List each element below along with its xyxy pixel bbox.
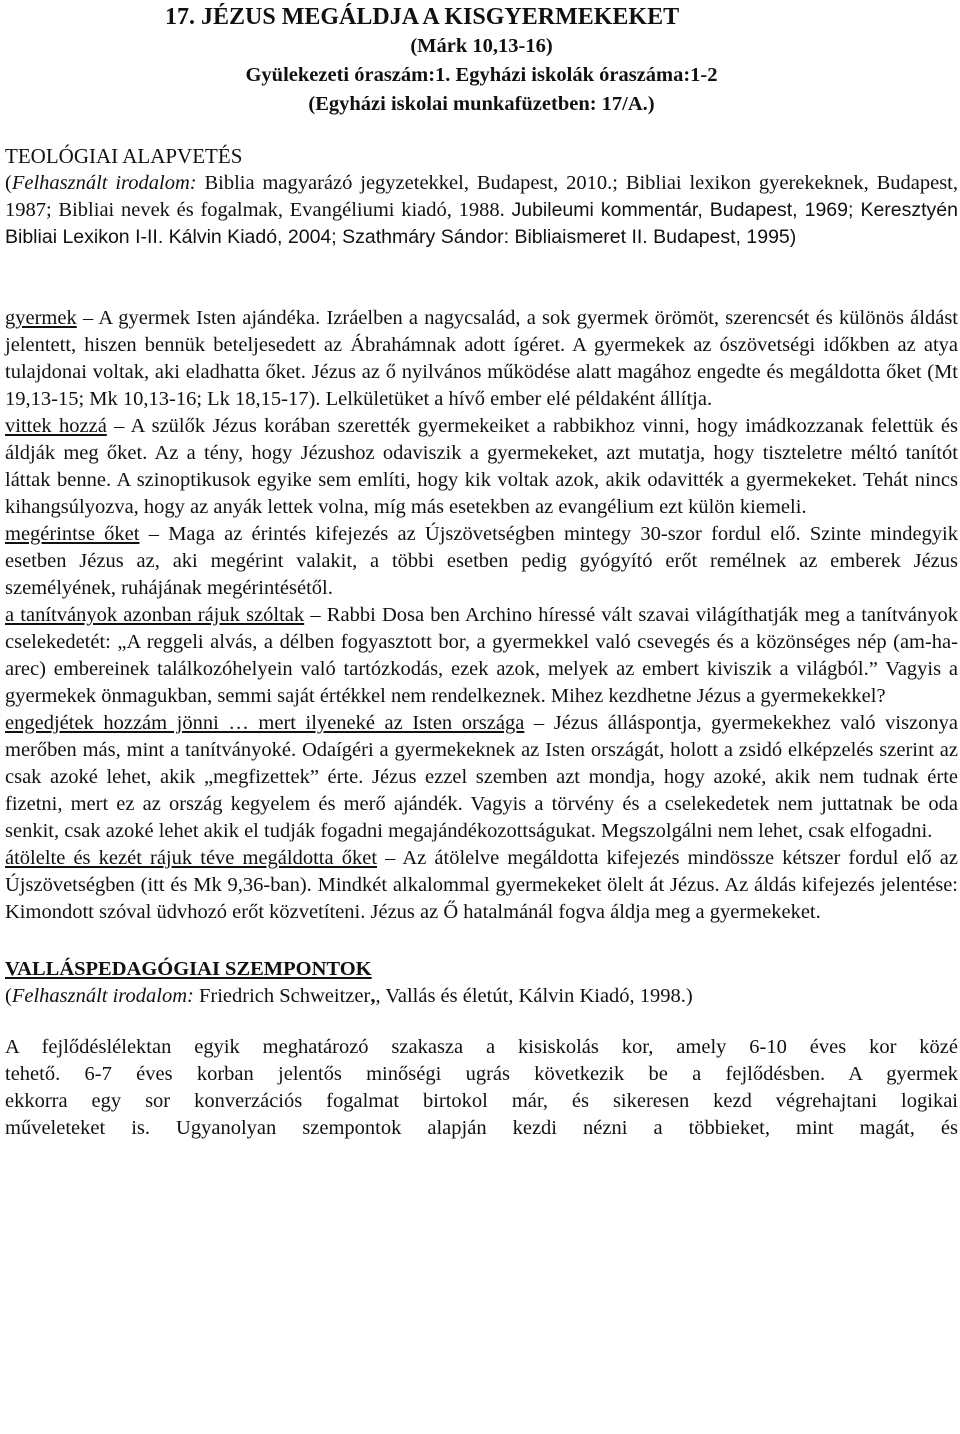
glossary-entries — [5, 305, 958, 926]
lesson-title: 17. JÉZUS MEGÁLDJA A KISGYERMEKEKET — [165, 4, 680, 30]
glossary-entry — [5, 710, 958, 845]
glossary-text: – A gyermek Isten ajándéka. Izráelben a nagycsalád, a sok gyermek örömöt, szerencsét és különös áldást jelentett, hiszen bennük beteljesedett az Ábrahámnak adott ígéret. A gyermekek az ószövetségi időkben az atya tulajdonai voltak, aki eladhatta őket. Jézus az ő nyilvános működése alatt magához engedte és megáldotta őket (Mt 19,13-15; Mk 10,13-16; Lk 18,15-17). Lelkületüket a hívő ember elé példaként állítja. — [5, 307, 958, 410]
glossary-text: – Rabbi Dosa ben Archino híressé vált szavai világíthatják meg a tanítványok cselekedetét: „A reggeli alvás, a délben fogyasztott bor, a gyermekkel való csevegés és a közönséges nép (am-ha-arec) embereinek találkozóhelyein való tartózkodás, ezek azok, melyek az embert kiviszik a világból.” Vagyis a gyermekek önmagukban, semmi saját értékkel nem rendelkeznek. Mihez kezdhetne Jézus a gyermekekkel? — [5, 604, 959, 707]
workbook-reference: (Egyházi iskolai munkafüzetben: 17/A.) — [308, 93, 655, 115]
lesson-hours: Gyülekezeti óraszám:1. Egyházi iskolák óraszáma:1-2 — [245, 64, 718, 86]
glossary-entry — [5, 413, 958, 521]
glossary-text: – A szülők Jézus korában szerették gyermekeiket a rabbikhoz vinni, hogy imádkozzanak felettük és áldják meg őket. Az a tény, hogy Jézushoz odaviszik a gyermekeket, azt mutatja, hogy tiszteletre méltó tanítót láttak benne. A szinoptikusok egyike sem említi, hogy kik voltak azok, akik odavitték a gyermekeket. Tehát nincs kihangsúlyozva, hogy az anyák lettek volna, míg más esetekben az evangélium ezt külön kiemeli. — [5, 415, 958, 518]
glossary-entry — [5, 305, 958, 413]
glossary-entry — [5, 845, 958, 926]
literature-sans-part: Jubileumi kommentár, Budapest, 1969; Keresztyén Bibliai Lexikon I-II. Kálvin Kiadó, 2004; Szathmáry Sándor: Bibliaismeret II. Budapest, 1995) — [5, 199, 958, 248]
document-page — [5, 0, 958, 1142]
pedagogy-heading: VALLÁSPEDAGÓGIAI SZEMPONTOK — [5, 958, 372, 980]
glossary-term: átölelte és kezét rájuk téve megáldotta őket — [5, 847, 378, 869]
religious-pedagogy-section — [5, 956, 958, 1142]
literature-label: Felhasznált irodalom: — [11, 172, 197, 194]
glossary-text: – Az átölelve megáldotta kifejezés mindössze kétszer fordul elő az Újszövetségben (itt és Mk 9,36-ban). Mindkét alkalommal gyermekeket ölelt át Jézus. Az áldás kifejezés jelentése: Kimondott szóval üdvhozó erőt közvetíteni. Jézus az Ő hatalmánál fogva áldja meg a gyermekeket. — [5, 847, 958, 923]
glossary-term: megérintse őket — [5, 523, 140, 545]
glossary-text: – Jézus álláspontja, gyermekekhez való viszonya merőben más, mint a tanítványoké. Odaígéri a gyermekeknek az Isten országát, holott a zsidó elképzelés szerint az csak azoké lehet, akik „megfizettek” érte. Jézus ezzel szemben azt mondja, hogy azoké, akik nem tudnak érte fizetni, mert ez az ország kegyelem és merő ajándék. Vagyis a törvény és a cselekedetek nem juttatnak be oda senkit, csak azoké lehet akik el tudják fogadni megajándékozottságukat. Megszolgálni nem lehet, csak elfogadni. — [5, 712, 958, 842]
literature-author: Friedrich Schweitzer — [193, 985, 371, 1007]
glossary-term: a tanítványok azonban rájuk szóltak — [5, 604, 305, 626]
glossary-term: engedjétek hozzám jönni … mert ilyeneké az Isten országa — [5, 712, 525, 734]
pedagogy-paragraph-line: műveleteket is. Ugyanolyan szempontok alapján kezdi nézni a többieket, mint magát, és — [5, 1117, 958, 1139]
pedagogy-paragraph-line: A fejlődéslélektan egyik meghatározó szakasza a kisiskolás kor, amely 6-10 éves kor közé — [5, 1036, 958, 1058]
lesson-header — [5, 2, 958, 119]
theology-heading: TEOLÓGIAI ALAPVETÉS — [5, 144, 243, 168]
pedagogy-paragraph-line: tehető. 6-7 éves korban jelentős minőségi ugrás következik be a fejlődésben. A gyermek — [5, 1063, 958, 1085]
glossary-term: gyermek — [5, 307, 77, 329]
glossary-entry — [5, 602, 958, 710]
glossary-term: vittek hozzá — [5, 415, 107, 437]
theology-section — [5, 143, 958, 251]
literature-label: Felhasznált irodalom: — [11, 985, 194, 1007]
glossary-text: – Maga az érintés kifejezés az Újszövetségben mintegy 30-szor fordul elő. Szinte mindegyik esetben Jézus az, aki megérint valakit, a többi esetben pedig gyógyító erőt remélnek az emberek Jézus személyének, ruhájának megérintésétől. — [5, 523, 958, 599]
pedagogy-paragraph-line: ekkorra egy sor konverzációs fogalmat birtokol már, és sikeresen kezd végrehajtani logikai — [5, 1090, 958, 1112]
theology-literature: (Felhasznált irodalom: Biblia magyarázó jegyzetekkel, Budapest, 2010.; Bibliai lexikon gyerekeknek, Budapest, 1987; Bibliai nevek és fogalmak, Evangéliumi kiadó, 1988. Jubileumi kommentár, Budapest, 1969; Keresztyén Bibliai Lexikon I-II. Kálvin Kiadó, 2004; Szathmáry Sándor: Bibliaismeret II. Budapest, 1995) — [5, 172, 958, 248]
bible-reference: (Márk 10,13-16) — [410, 35, 553, 57]
pedagogy-literature: (Felhasznált irodalom: Friedrich Schweitzer,, Vallás és életút, Kálvin Kiadó, 1998.) — [5, 985, 693, 1007]
glossary-entry — [5, 521, 958, 602]
